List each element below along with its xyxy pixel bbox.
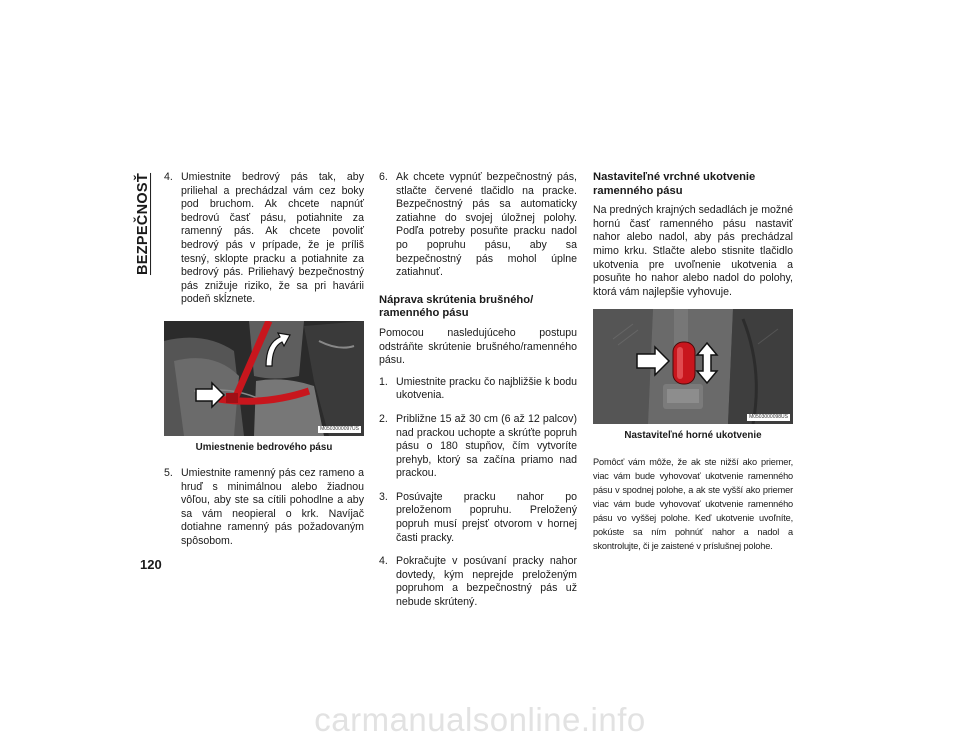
step-number: 6. <box>379 171 388 183</box>
anchor-figure <box>593 309 793 424</box>
figure-code: M0503000097US <box>320 425 359 432</box>
list-item <box>379 376 577 403</box>
step-text: Umiestnite pracku čo najbližšie k bodu ukotvenia. <box>396 375 577 402</box>
list-item <box>379 413 577 481</box>
watermark: carmanualsonline.info <box>314 701 646 738</box>
list-item <box>379 555 577 609</box>
section-heading: Náprava skrútenia brušného/ ramenného pásu <box>379 293 534 320</box>
note-paragraph: Pomôcť vám môže, že ak ste nižší ako priemer, viac vám bude vyhovovať ukotvenie ramenného pásu v spodnej polohe, a ak ste vyšší ako priemer viac vám bude vyhovovať ukotvenie ramenného pásu vo vyššej polohe. Keď ukotvenie uvoľníte, pokúste sa ním pohnúť nahor a nadol a skontrolujte, či je zaistené v príslušnej polohe. <box>593 457 793 552</box>
step-number: 3. <box>379 490 388 503</box>
section-heading: Nastaviteľné vrchné ukotvenie ramenného pásu <box>593 171 756 197</box>
lap-belt-figure <box>164 321 364 436</box>
figure-caption: Umiestnenie bedrového pásu <box>195 441 333 453</box>
step-text: Umiestnite ramenný pás cez rameno a hruď s minimálnou alebo žiadnou vôľou, aby ste sa cítili pohodlne a aby sa vám neopieral o krk. Navíjač dotiahne ramenný pás požadovaným spôsobom. <box>181 466 364 547</box>
page-number: 120 <box>140 557 162 572</box>
step-text: Ak chcete vypnúť bezpečnostný pás, stlačte červené tlačidlo na pracke. Bezpečnostný pás sa automaticky zatiahne do svojej úložnej polohy. Podľa potreby posuňte pracku nadol po popruhu pásu, aby sa bezpečnostný pás mohol úplne zatiahnuť. <box>396 171 577 279</box>
step-4 <box>164 171 364 307</box>
step-text: Pokračujte v posúvaní pracky nahor dovtedy, kým neprejde preloženým popruhom a bezpečnostný pás už nebude skrútený. <box>396 555 577 609</box>
section-paragraph: Na predných krajných sedadlách je možné hornú časť ramenného pásu nastaviť nahor alebo nadol, aby pás prechádzal mimo krku. Stlačte alebo stisnite tlačidlo ukotvenia pre uvoľnenie ukotvenia a posuňte ho nahor alebo nadol do polohy, ktorá vám najlepšie vyhovuje. <box>593 204 793 298</box>
step-6 <box>379 171 577 280</box>
lap-belt-illustration <box>164 321 364 436</box>
column-left <box>164 171 364 559</box>
section-tab <box>128 168 158 280</box>
step-text: Umiestnite bedrový pás tak, aby priliehal a prechádzal vám cez boky pod bruchom. Ak chcete napnúť bedrovú časť pásu, potiahnite za ramenný pás. Ak chcete povoliť bedrový pás v prípade, že je príliš tesný, sklopte pracku a potiahnite za bedrový pás. Priliehavý bezpečnostný pás znižuje riziko, že sa pri havárii podeň skĺznete. <box>181 171 364 306</box>
step-text: Približne 15 až 30 cm (6 až 12 palcov) nad prackou uchopte a skrúťte popruh pásu o 180 stupňov, čím vytvoríte prehyb, ktorý sa začína priamo nad prackou. <box>396 412 577 480</box>
section-tab-label: BEZPEČNOSŤ <box>135 172 151 276</box>
step-number: 2. <box>379 412 388 425</box>
step-number: 5. <box>164 466 173 479</box>
section-intro: Pomocou nasledujúceho postupu odstráňte skrútenie brušného/ramenného pásu. <box>379 326 577 367</box>
list-item <box>379 491 577 545</box>
step-text: Posúvajte pracku nahor po preloženom popruhu. Preložený popruh musí prejsť otvorom v hornej časti pracky. <box>396 490 577 544</box>
step-number: 4. <box>379 555 388 568</box>
step-number: 4. <box>164 171 173 183</box>
step-5 <box>164 467 364 549</box>
figure-caption: Nastaviteľné horné ukotvenie <box>624 430 762 442</box>
column-middle <box>379 171 577 620</box>
figure-code: M0503000098US <box>749 414 788 421</box>
column-right <box>593 171 793 553</box>
step-number: 1. <box>379 375 388 388</box>
anchor-illustration <box>593 309 793 424</box>
